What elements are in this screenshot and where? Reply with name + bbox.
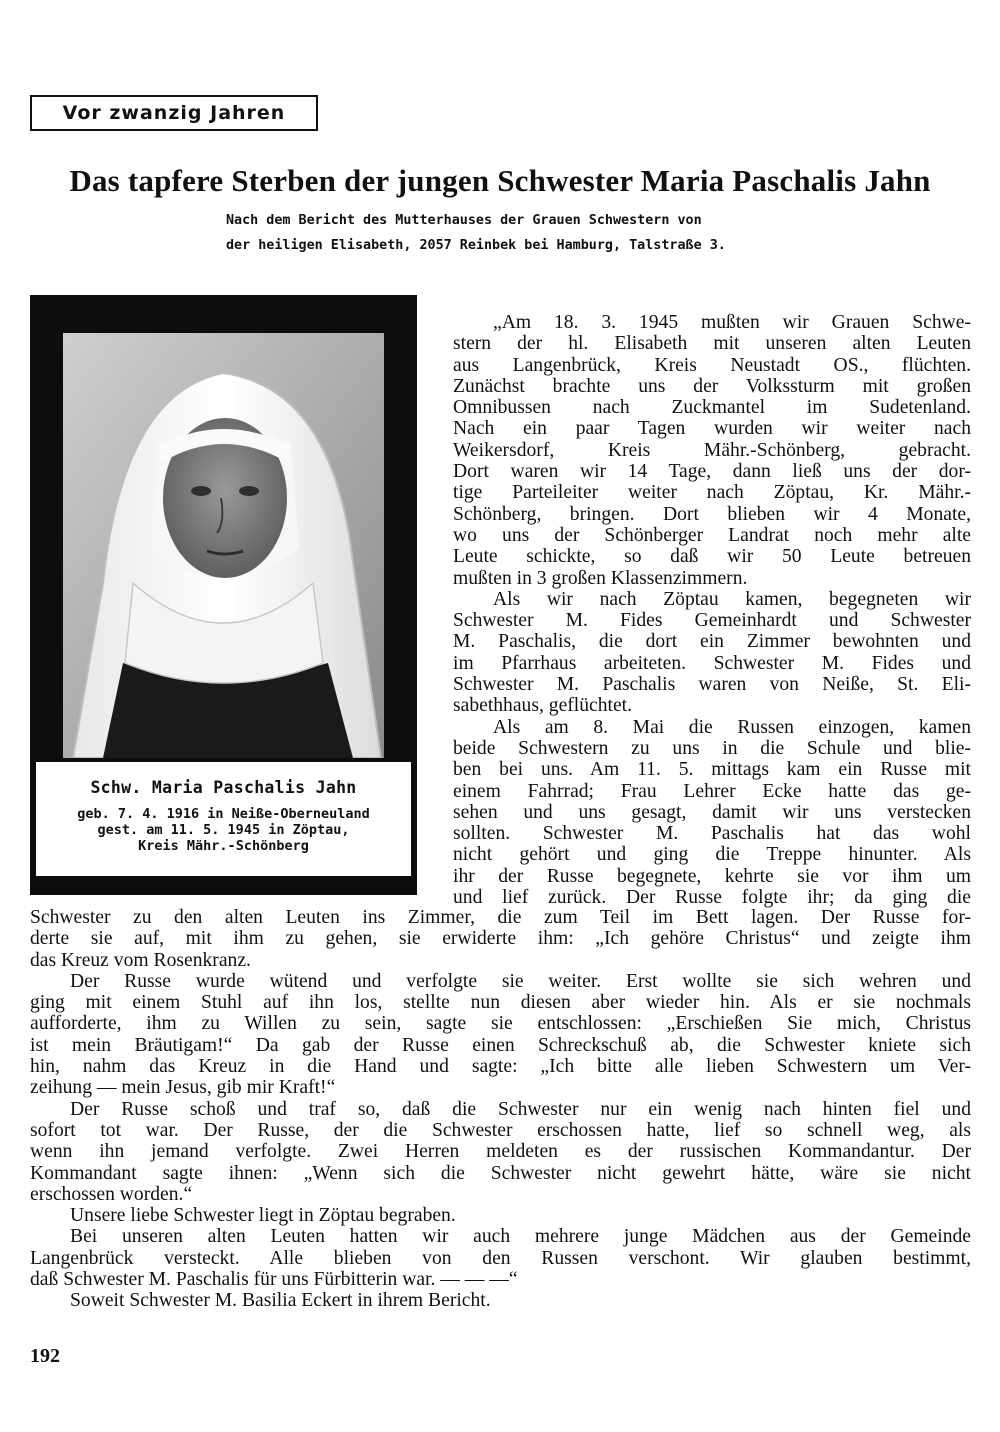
caption-death: gest. am 11. 5. 1945 in Zöptau, [97,822,350,838]
text-line: sollten. Schwester M. Paschalis hat das wohl [453,823,971,845]
text-line: nicht gehört und ging die Treppe hinunter. Als [453,844,971,866]
text-line: Dort waren wir 14 Tage, dann ließ uns der dor- [453,461,971,483]
text-line: Als am 8. Mai die Russen einzogen, kamen [493,716,971,738]
article-full-width-text [30,907,971,1312]
caption-name: Schw. Maria Paschalis Jahn [90,778,357,797]
text-line: sofort tot war. Der Russe, der die Schwester erschossen hatte, lief so schnell weg, als [30,1119,971,1141]
text-line: Schwester M. Paschalis waren von Neiße, St. Eli- [453,674,971,696]
text-line: im Pfarrhaus arbeiteten. Schwester M. Fides und [453,652,971,674]
text-line: zeihung — mein Jesus, gib mir Kraft!“ [30,1077,336,1099]
text-line: das Kreuz vom Rosenkranz. [30,949,251,971]
text-line: daß Schwester M. Paschalis für uns Fürbitterin war. — — —“ [30,1269,518,1291]
article-column-text [453,312,971,908]
text-line: aufforderte, ihm zu Willen zu sein, sagte sie entschlossen: „Erschießen Sie mich, Christus [30,1013,971,1035]
article-subtitle [226,208,786,258]
text-line: tige Parteileiter weiter nach Zöptau, Kr. Mähr.- [453,482,971,504]
text-line: ihr der Russe begegnete, kehrte sie vor ihm um [453,865,971,887]
text-line: stern der hl. Elisabeth mit unseren alten Leuten [453,333,971,355]
page-number: 192 [30,1345,60,1367]
text-line: Zunächst brachte uns der Volkssturm mit großen [453,375,971,397]
caption-birth: geb. 7. 4. 1916 in Neiße-Oberneuland [77,806,370,822]
text-line: Langenbrück versteckt. Alle blieben von den Russen verschont. Wir glauben bestimmt, [30,1247,971,1269]
section-label: Vor zwanzig Jahren [62,102,286,124]
text-line: Schwester zu den alten Leuten ins Zimmer, die zum Teil im Bett lagen. Der Russe for- [30,907,971,928]
text-line: erschossen worden.“ [30,1183,193,1205]
text-line: einem Fahrrad; Frau Lehrer Ecke hatte das ge- [453,780,971,802]
text-line: ben bei uns. Am 11. 5. mittags kam ein Russe mit [453,759,971,781]
text-line: sabethhaus, geflüchtet. [453,695,633,717]
text-line: Soweit Schwester M. Basilia Eckert in ihrem Bericht. [70,1290,491,1312]
portrait-image [63,333,384,758]
text-line: mußten in 3 großen Klassenzimmern. [453,567,748,589]
text-line: wenn ihn jemand verfolgte. Zwei Herren meldeten es der russischen Kommandantur. Der [30,1141,971,1163]
text-line: Leute schickte, so daß wir 50 Leute betreuen [453,546,971,568]
text-line: derte sie auf, mit ihm zu gehen, sie erwiderte ihm: „Ich gehöre Christus“ und zeigte ihm [30,928,971,950]
text-line: aus Langenbrück, Kreis Neustadt OS., flüchten. [453,354,971,376]
text-line: Bei unseren alten Leuten hatten wir auch mehrere junge Mädchen aus der Gemeinde [70,1226,971,1248]
text-line: Omnibussen nach Zuckmantel im Sudetenland. [453,397,971,419]
text-line: M. Paschalis, die dort ein Zimmer bewohnten und [453,631,971,653]
text-line: beide Schwestern zu uns in die Schule und blie- [453,737,971,759]
text-line: „Am 18. 3. 1945 mußten wir Grauen Schwe- [493,312,971,333]
left-eye [191,486,211,496]
text-line: Schwester M. Fides Gemeinhardt und Schwester [453,610,971,632]
section-label-box [30,95,318,131]
text-line: Der Russe schoß und traf so, daß die Schwester nur ein wenig nach hinten fiel und [70,1098,971,1120]
right-eye [239,486,259,496]
article-title: Das tapfere Sterben der jungen Schwester Maria Paschalis Jahn [69,163,931,198]
text-line: hin, nahm das Kreuz in die Hand und sagte: „Ich bitte alle lieben Schwestern um Ver- [30,1056,971,1078]
text-line: Weikersdorf, Kreis Mähr.-Schönberg, gebracht. [453,439,971,461]
text-line: ist mein Bräutigam!“ Da gab der Russe einen Schreckschuß ab, die Schwester kniete sich [30,1034,971,1056]
text-line: Kommandant sagte ihnen: „Wenn sich die Schwester nicht gewehrt hätte, wäre sie nicht [30,1162,971,1184]
text-line: sehen und uns gesagt, damit wir uns verstecken [453,801,971,823]
text-line: Unsere liebe Schwester liegt in Zöptau begraben. [70,1205,456,1227]
text-line: wo uns der Schönberger Landrat noch mehr alte [453,524,971,546]
text-line: Der Russe wurde wütend und verfolgte sie weiter. Erst wollte sie sich wehren und [70,970,971,992]
caption-district: Kreis Mähr.-Schönberg [138,838,309,854]
nun-portrait-photo [63,333,384,758]
text-line: Nach ein paar Tagen wurden wir weiter nach [453,418,971,440]
subtitle-line: Nach dem Bericht des Mutterhauses der Grauen Schwestern von [226,213,702,228]
photo-caption [36,762,411,876]
text-line: Schönberg, bringen. Dort blieben wir 4 Monate, [453,503,971,525]
text-line: und lief zurück. Der Russe folgte ihr; da ging die [453,887,971,909]
text-line: Als wir nach Zöptau kamen, begegneten wir [493,588,971,610]
subtitle-line: der heiligen Elisabeth, 2057 Reinbek bei Hamburg, Talstraße 3. [226,238,726,253]
text-line: ging mit einem Stuhl auf ihn los, stellte nun diesen aber wieder hin. Als er sie nochmals [30,992,971,1014]
